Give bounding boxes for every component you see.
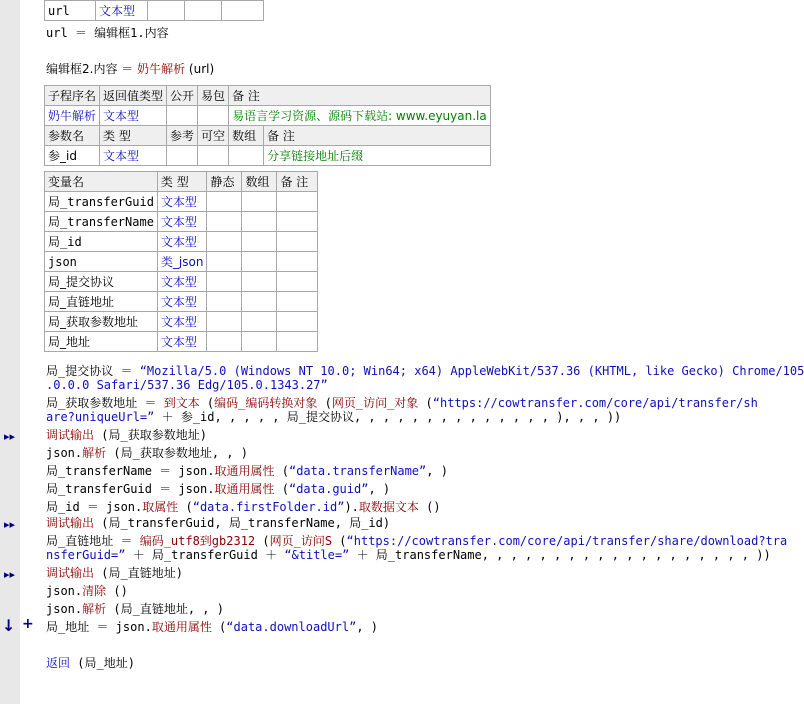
function-name[interactable]: 网页_访问S [269,534,333,548]
code-text: (局_获取参数地址, , ) [106,446,248,460]
code-text: 局_地址 ＝ json. [46,620,152,634]
function-name[interactable]: 奶牛解析 [137,62,186,76]
table-cell[interactable]: 文本型 [157,312,207,332]
table-header: 易包 [198,86,229,106]
code-text: ( [199,396,215,410]
table-header: 数组 [229,126,264,146]
current-line-arrow-icon: ↓ [2,616,16,635]
code-line[interactable] [46,584,128,598]
code-line[interactable] [46,534,787,548]
table-header: 静态 [207,172,242,192]
table-cell[interactable]: json [45,252,158,272]
method-name[interactable]: 取通用属性 [214,482,275,496]
code-text: 局_transferGuid ＝ json. [46,482,215,496]
code-text: () [418,500,441,514]
table-cell[interactable]: 文本型 [100,146,167,166]
code-line-continuation[interactable] [46,548,771,562]
table-cell[interactable] [198,146,229,166]
code-line-continuation[interactable] [46,378,328,392]
table-cell[interactable] [242,192,277,212]
table-cell[interactable]: url [45,1,96,21]
table-cell[interactable]: 文本型 [96,1,148,21]
string-literal: “data.firstFolder.id” [192,500,345,514]
table-cell[interactable] [277,212,318,232]
code-text: (url) [185,62,215,76]
code-text: 局_提交协议 ＝ [46,364,140,378]
string-literal: “https://cowtransfer.com/core/api/transfer/sh [432,396,758,410]
code-text: ( [274,464,289,478]
table-cell[interactable]: 局_地址 [45,332,158,352]
table-cell[interactable] [277,292,318,312]
string-literal: nsferGuid=” [46,548,126,562]
code-text: 局_transferName ＝ json. [46,464,215,478]
code-text: ( [255,534,270,548]
debug-marker-icon: ▸▸ [4,518,16,531]
code-text: 局_id ＝ json. [46,500,143,514]
method-name[interactable]: 取通用属性 [214,464,275,478]
table-cell[interactable]: 易语言学习资源、源码下载站: www.eyuyan.la [229,106,491,126]
table-cell[interactable]: 分享链接地址后缀 [264,146,491,166]
table-header: 备 注 [277,172,318,192]
top-variable-table [44,0,264,21]
table-cell[interactable]: 奶牛解析 [45,106,100,126]
local-variable-table [44,171,318,352]
code-text: 编辑框2.内容 ＝ [46,62,138,76]
code-text: ( [211,620,227,634]
table-cell[interactable]: 文本型 [157,292,207,312]
editor-gutter [0,0,20,704]
table-cell[interactable] [148,1,185,21]
function-name[interactable]: 到文本 [163,396,200,410]
table-cell[interactable]: 局_id [45,232,158,252]
table-cell[interactable] [277,272,318,292]
table-header: 参数名 [45,126,100,146]
function-name[interactable]: 调试输出 [46,566,95,580]
code-line[interactable] [46,446,248,460]
code-text: ＋ 局_transferGuid ＋ [125,548,285,562]
table-cell[interactable] [207,212,242,232]
table-cell[interactable]: 文本型 [100,106,167,126]
code-text: (局_直链地址) [94,566,183,580]
string-literal: “data.downloadUrl” [226,620,357,634]
function-name[interactable]: 编码_utf8到gb2312 [139,534,256,548]
table-cell[interactable] [277,252,318,272]
table-cell[interactable] [229,146,264,166]
function-name[interactable]: 编码_编码转换对象 [214,396,318,410]
code-line[interactable] [46,516,390,530]
table-header: 可空 [198,126,229,146]
table-cell[interactable]: 参_id [45,146,100,166]
code-text: , ) [356,620,379,634]
code-line[interactable] [46,428,207,442]
table-cell[interactable] [167,146,198,166]
method-name[interactable]: 取数据文本 [358,500,419,514]
table-cell[interactable] [277,192,318,212]
table-header: 类 型 [157,172,207,192]
method-name[interactable]: 解析 [82,602,107,616]
table-cell[interactable] [207,292,242,312]
method-name[interactable]: 清除 [82,584,107,598]
code-text: 局_获取参数地址 ＝ [46,396,164,410]
table-cell[interactable] [242,232,277,252]
subroutine-table [44,85,491,166]
code-line[interactable] [46,62,214,76]
table-cell[interactable]: 文本型 [157,192,207,212]
table-cell[interactable]: 局_提交协议 [45,272,158,292]
table-cell[interactable] [242,312,277,332]
table-cell[interactable] [277,312,318,332]
string-literal: “data.guid” [288,482,369,496]
table-header: 数组 [242,172,277,192]
code-text: (局_地址) [70,656,135,670]
table-cell[interactable] [222,1,264,21]
table-header: 变量名 [45,172,158,192]
table-cell[interactable] [242,252,277,272]
code-text: ＋ 局_transferName, , , , , , , , , , , , , , , , , , , )) [349,548,771,562]
table-cell[interactable] [242,212,277,232]
table-cell[interactable] [207,232,242,252]
string-literal: “data.transferName” [288,464,427,478]
string-literal: “&title=” [284,548,350,562]
table-cell[interactable]: 类_json [157,252,207,272]
code-line[interactable] [46,656,135,670]
code-text: json. [46,602,83,616]
code-text: json. [46,584,83,598]
debug-marker-icon: ▸▸ [4,430,16,443]
table-cell[interactable]: 局_获取参数地址 [45,312,158,332]
code-text: ( [317,396,332,410]
table-header: 参考 [167,126,198,146]
table-cell[interactable] [242,292,277,312]
table-cell[interactable] [198,106,229,126]
table-cell[interactable]: 文本型 [157,232,207,252]
string-literal: .0.0.0 Safari/537.36 Edg/105.0.1343.27” [46,378,328,392]
code-text: (局_直链地址, , ) [106,602,224,616]
plus-icon: + [22,616,34,632]
table-cell[interactable] [277,232,318,252]
code-text: ( [332,534,347,548]
return-keyword[interactable]: 返回 [46,656,71,670]
code-line[interactable] [46,464,448,478]
table-header: 公开 [167,86,198,106]
code-text: () [106,584,128,598]
code-line[interactable]: url ＝ 编辑框1.内容 [46,26,169,40]
code-text: ( [274,482,289,496]
code-line[interactable] [46,566,183,580]
code-line[interactable] [46,396,758,410]
code-text: , ) [368,482,391,496]
table-cell[interactable] [207,192,242,212]
string-literal: “https://cowtransfer.com/core/api/transfer/share/download?tra [346,534,788,548]
string-literal: “Mozilla/5.0 (Windows NT 10.0; Win64; x64) AppleWebKit/537.36 (KHTML, like Gecko) Chrome/105 [139,364,804,378]
method-name[interactable]: 取属性 [142,500,179,514]
table-cell[interactable]: 局_直链地址 [45,292,158,312]
method-name[interactable]: 解析 [82,446,107,460]
code-line-continuation[interactable] [46,410,621,424]
code-text: , ) [426,464,448,478]
table-cell[interactable]: 文本型 [157,212,207,232]
table-cell[interactable] [207,272,242,292]
function-name[interactable]: 调试输出 [46,516,95,530]
string-literal: are?uniqueUrl=” [46,410,155,424]
table-cell[interactable] [185,1,222,21]
table-header: 类 型 [100,126,167,146]
function-name[interactable]: 网页_访问_对象 [331,396,419,410]
table-cell[interactable] [167,106,198,126]
table-cell[interactable] [207,312,242,332]
table-cell[interactable] [207,252,242,272]
code-text: ＋ 参_id, , , , , 局_提交协议, , , , , , , , , , , , , , ), , , )) [154,410,622,424]
code-line[interactable] [46,602,224,616]
table-cell[interactable]: 文本型 [157,272,207,292]
table-header: 备 注 [264,126,491,146]
table-cell[interactable]: 局_transferName [45,212,158,232]
debug-marker-icon: ▸▸ [4,568,16,581]
table-cell[interactable]: 局_transferGuid [45,192,158,212]
table-cell[interactable] [277,332,318,352]
code-line[interactable] [46,620,378,634]
method-name[interactable]: 取通用属性 [151,620,212,634]
table-header: 返回值类型 [100,86,167,106]
code-line[interactable] [46,364,804,378]
code-line[interactable] [46,500,441,514]
code-text: (局_transferGuid, 局_transferName, 局_id) [94,516,391,530]
code-text: ( [178,500,193,514]
code-text: 局_直链地址 ＝ [46,534,140,548]
table-cell[interactable]: 文本型 [157,332,207,352]
table-header: 备 注 [229,86,491,106]
code-text: (局_获取参数地址) [94,428,207,442]
code-text: ). [344,500,359,514]
code-text: ( [418,396,433,410]
table-header: 子程序名 [45,86,100,106]
table-cell[interactable] [242,332,277,352]
code-text: json. [46,446,83,460]
code-line[interactable] [46,482,390,496]
function-name[interactable]: 调试输出 [46,428,95,442]
table-cell[interactable] [207,332,242,352]
table-cell[interactable] [242,272,277,292]
